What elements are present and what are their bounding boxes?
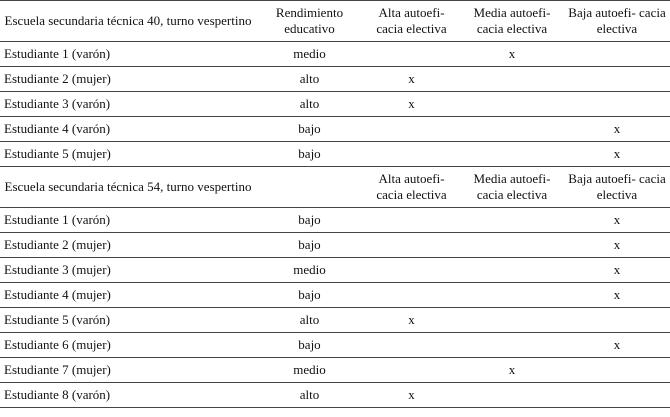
table-row xyxy=(0,42,670,67)
alta-mark: x xyxy=(363,308,460,333)
media-mark xyxy=(460,208,564,233)
student-name: Estudiante 5 (mujer) xyxy=(0,142,256,167)
rendimiento-value: bajo xyxy=(256,142,363,167)
alta-mark xyxy=(363,258,460,283)
alta-mark xyxy=(363,358,460,383)
alta-mark: x xyxy=(363,383,460,408)
baja-mark: x xyxy=(564,142,670,167)
section-header-school-40 xyxy=(0,1,670,42)
media-mark xyxy=(460,258,564,283)
table-row xyxy=(0,92,670,117)
table-row xyxy=(0,117,670,142)
rendimiento-value: bajo xyxy=(256,283,363,308)
header-baja: Baja autoefi- cacia electiva xyxy=(564,1,670,42)
student-name: Estudiante 3 (mujer) xyxy=(0,258,256,283)
school-title: Escuela secundaria técnica 40, turno vespertino xyxy=(0,1,256,42)
table-row xyxy=(0,333,670,358)
table-row xyxy=(0,208,670,233)
media-mark xyxy=(460,333,564,358)
media-mark xyxy=(460,383,564,408)
table-row xyxy=(0,67,670,92)
rendimiento-value: alto xyxy=(256,67,363,92)
alta-mark xyxy=(363,208,460,233)
student-name: Estudiante 2 (mujer) xyxy=(0,67,256,92)
rendimiento-value: bajo xyxy=(256,117,363,142)
baja-mark: x xyxy=(564,283,670,308)
rendimiento-value: bajo xyxy=(256,208,363,233)
baja-mark: x xyxy=(564,333,670,358)
student-name: Estudiante 8 (varón) xyxy=(0,383,256,408)
media-mark xyxy=(460,283,564,308)
header-media: Media autoefi- cacia electiva xyxy=(460,167,564,208)
student-name: Estudiante 6 (mujer) xyxy=(0,333,256,358)
rendimiento-value: alto xyxy=(256,92,363,117)
alta-mark xyxy=(363,233,460,258)
header-alta: Alta autoefi- cacia electiva xyxy=(363,167,460,208)
media-mark xyxy=(460,67,564,92)
alta-mark xyxy=(363,42,460,67)
alta-mark: x xyxy=(363,67,460,92)
rendimiento-value: bajo xyxy=(256,333,363,358)
rendimiento-value: medio xyxy=(256,358,363,383)
student-name: Estudiante 1 (varón) xyxy=(0,42,256,67)
baja-mark xyxy=(564,67,670,92)
student-name: Estudiante 4 (varón) xyxy=(0,117,256,142)
student-name: Estudiante 2 (mujer) xyxy=(0,233,256,258)
table-row xyxy=(0,283,670,308)
baja-mark xyxy=(564,383,670,408)
rendimiento-value: medio xyxy=(256,258,363,283)
baja-mark: x xyxy=(564,208,670,233)
header-media: Media autoefi- cacia electiva xyxy=(460,1,564,42)
baja-mark xyxy=(564,92,670,117)
table-row xyxy=(0,142,670,167)
student-name: Estudiante 1 (varón) xyxy=(0,208,256,233)
header-rendimiento: Rendimiento educativo xyxy=(256,1,363,42)
rendimiento-value: alto xyxy=(256,308,363,333)
header-baja: Baja autoefi- cacia electiva xyxy=(564,167,670,208)
school-title: Escuela secundaria técnica 54, turno vespertino xyxy=(0,167,256,208)
table-row xyxy=(0,308,670,333)
baja-mark: x xyxy=(564,233,670,258)
table-row xyxy=(0,383,670,408)
media-mark xyxy=(460,142,564,167)
baja-mark xyxy=(564,42,670,67)
media-mark xyxy=(460,117,564,142)
student-name: Estudiante 7 (mujer) xyxy=(0,358,256,383)
table-row xyxy=(0,233,670,258)
baja-mark: x xyxy=(564,117,670,142)
rendimiento-value: alto xyxy=(256,383,363,408)
baja-mark xyxy=(564,308,670,333)
media-mark: x xyxy=(460,42,564,67)
section-body-school-40 xyxy=(0,42,670,167)
alta-mark: x xyxy=(363,92,460,117)
student-name: Estudiante 4 (mujer) xyxy=(0,283,256,308)
section-header-school-54 xyxy=(0,167,670,208)
alta-mark xyxy=(363,142,460,167)
alta-mark xyxy=(363,283,460,308)
media-mark xyxy=(460,308,564,333)
section-body-school-54 xyxy=(0,208,670,408)
media-mark xyxy=(460,92,564,117)
header-alta: Alta autoefi- cacia electiva xyxy=(363,1,460,42)
header-rendimiento-empty xyxy=(256,167,363,208)
table-row xyxy=(0,358,670,383)
baja-mark xyxy=(564,358,670,383)
student-name: Estudiante 3 (varón) xyxy=(0,92,256,117)
alta-mark xyxy=(363,117,460,142)
student-name: Estudiante 5 (varón) xyxy=(0,308,256,333)
table-row xyxy=(0,258,670,283)
rendimiento-value: bajo xyxy=(256,233,363,258)
rendimiento-value: medio xyxy=(256,42,363,67)
media-mark xyxy=(460,233,564,258)
media-mark: x xyxy=(460,358,564,383)
alta-mark xyxy=(363,333,460,358)
baja-mark: x xyxy=(564,258,670,283)
